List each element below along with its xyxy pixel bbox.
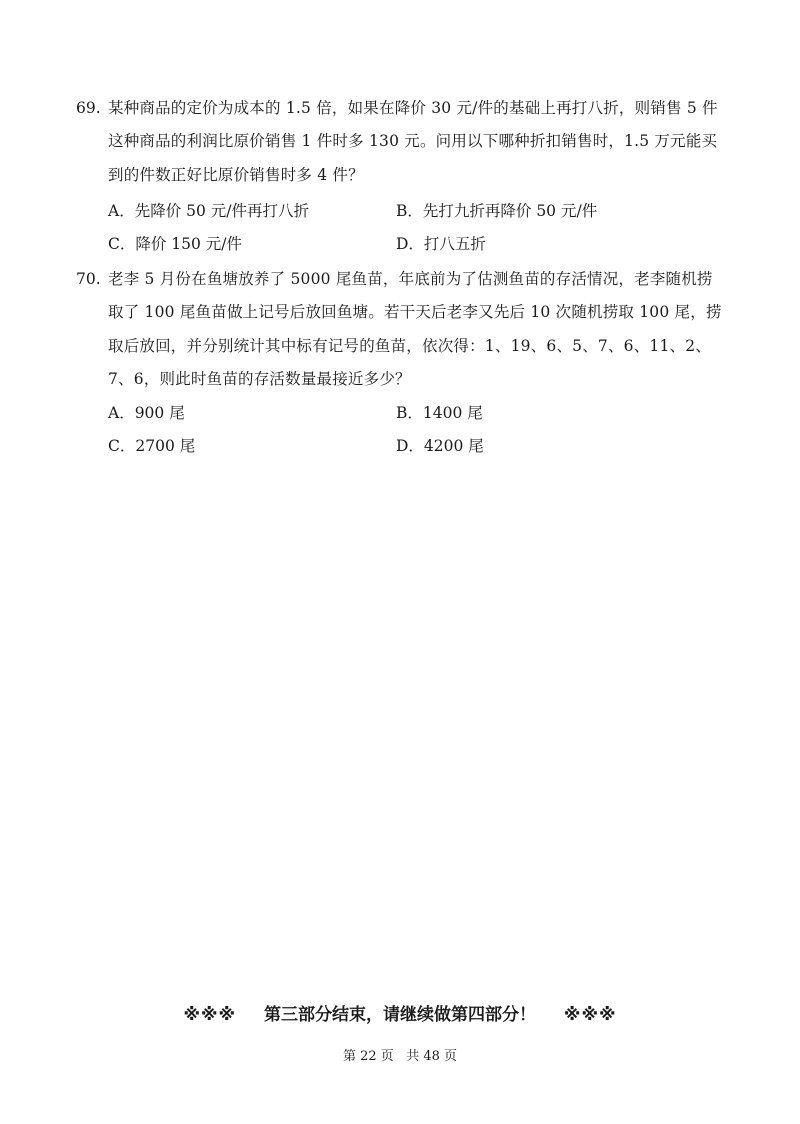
question-70-line-2: 取了 100 尾鱼苗做上记号后放回鱼塘。若干天后老李又先后 10 次随机捞取 100 尾，捞 bbox=[108, 303, 722, 321]
question-69-option-a: A．先降价 50 元/件再打八折 bbox=[108, 202, 309, 220]
question-70-line-3: 取后放回，并分别统计其中标有记号的鱼苗，依次得：1、19、6、5、7、6、11、2、 bbox=[108, 337, 712, 355]
question-70-option-c: C．2700 尾 bbox=[108, 437, 196, 455]
question-70-line-4: 7、6，则此时鱼苗的存活数量最接近多少？ bbox=[108, 370, 411, 388]
banner-marks-right: ※※※ bbox=[563, 1005, 617, 1025]
question-69-line-1: 某种商品的定价为成本的 1.5 倍，如果在降价 30 元/件的基础上再打八折，则销售 5 件 bbox=[108, 99, 718, 117]
question-70-option-d: D．4200 尾 bbox=[396, 437, 484, 455]
section-end-banner bbox=[0, 1003, 800, 1027]
question-69-number: 69. bbox=[76, 99, 101, 117]
question-69-option-d: D．打八五折 bbox=[396, 235, 486, 253]
page-number: 第 22 页 共 48 页 bbox=[342, 1049, 457, 1064]
question-70-option-b: B．1400 尾 bbox=[396, 404, 483, 422]
banner-marks-left: ※※※ bbox=[183, 1005, 237, 1025]
question-69-option-b: B．先打九折再降价 50 元/件 bbox=[396, 202, 598, 220]
question-70-option-a: A．900 尾 bbox=[108, 404, 185, 422]
question-69-line-2: 这种商品的利润比原价销售 1 件时多 130 元。问用以下哪种折扣销售时，1.5 万元能买 bbox=[108, 132, 718, 150]
question-69-option-c: C．降价 150 元/件 bbox=[108, 235, 243, 253]
banner-text: 第三部分结束，请继续做第四部分！ bbox=[264, 1005, 536, 1025]
question-70-number: 70. bbox=[76, 270, 101, 288]
question-70-line-1: 老李 5 月份在鱼塘放养了 5000 尾鱼苗，年底前为了估测鱼苗的存活情况，老李随机捞 bbox=[108, 270, 713, 288]
question-69-line-3: 到的件数正好比原价销售时多 4 件？ bbox=[108, 166, 364, 184]
